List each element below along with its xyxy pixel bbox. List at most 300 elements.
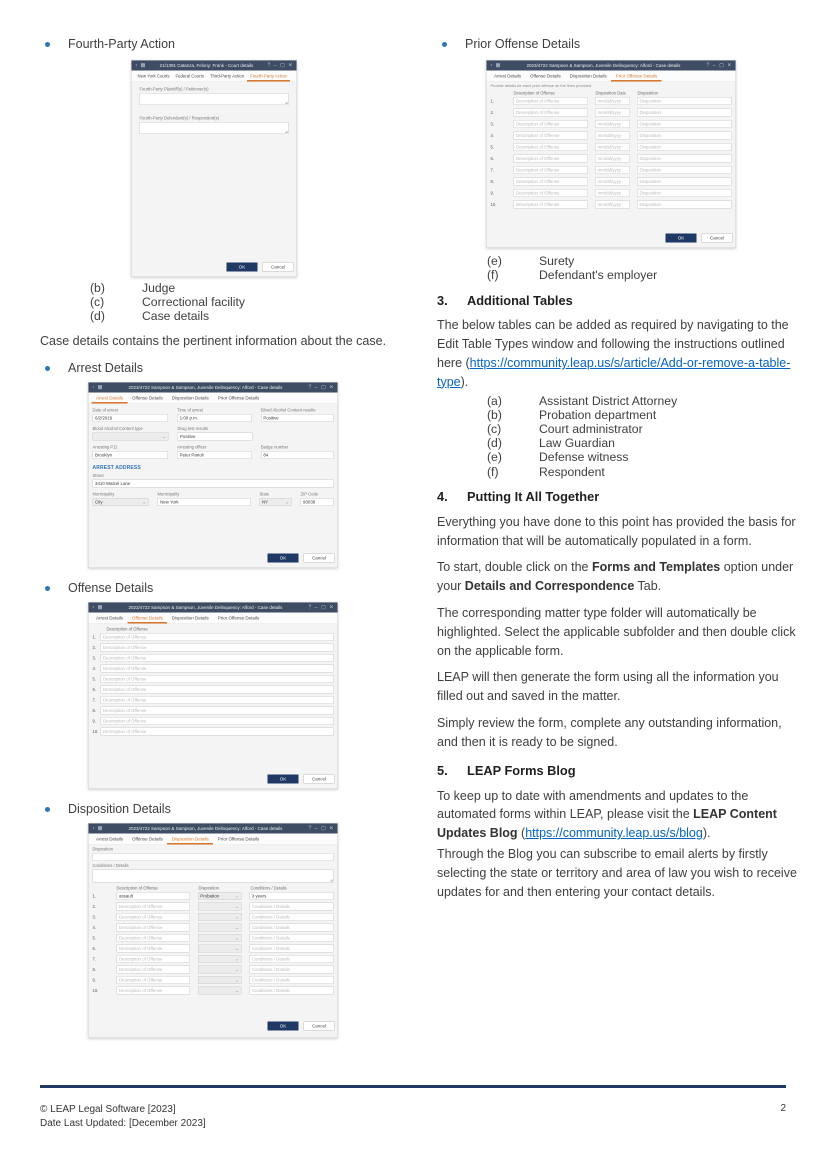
disposition-row xyxy=(93,955,334,963)
ok-button[interactable]: OK xyxy=(268,1022,299,1031)
lettered-list xyxy=(437,394,803,479)
municipality-input[interactable]: New York xyxy=(158,498,251,506)
tab-disposition-details[interactable]: Disposition Details xyxy=(171,395,209,401)
field-label: State xyxy=(259,491,270,497)
list-item-text: Judge xyxy=(142,281,176,295)
prior-offense-row xyxy=(491,155,732,163)
tab-arrest-details[interactable]: Arrest Details xyxy=(96,615,124,621)
bullet-label: Arrest Details xyxy=(68,361,144,376)
offense-description-input[interactable]: Description of Offense xyxy=(117,955,190,963)
row-number: 1. xyxy=(92,893,96,899)
tab-prior-offense-details[interactable]: Prior Offense Details xyxy=(217,615,260,621)
disposition-select[interactable] xyxy=(198,913,242,921)
tab-disposition-details[interactable]: Disposition Details xyxy=(569,73,607,79)
tab-offense-details[interactable]: Offense Details xyxy=(530,73,561,79)
offense-description-input[interactable]: Description of Offense xyxy=(117,966,190,974)
conditions-input[interactable]: Conditions / Details xyxy=(249,903,333,911)
instruction-text: Provide details for each prior offense on the lines provided xyxy=(490,83,591,88)
prior-offense-row xyxy=(491,109,732,117)
list-item xyxy=(40,309,428,323)
field-label: ZIP Code xyxy=(300,491,319,497)
disposition-row xyxy=(93,966,334,974)
tab-offense-details[interactable]: Offense Details xyxy=(132,836,163,842)
disposition-row xyxy=(93,976,334,984)
offense-row xyxy=(93,728,334,736)
field-label: Conditions / Details xyxy=(92,863,129,869)
list-marker: (a) xyxy=(487,393,502,408)
disposition-input[interactable]: Disposition xyxy=(637,132,732,140)
field-label: Date of arrest xyxy=(92,407,118,413)
tab-prior-offense-details[interactable]: Prior Offense Details xyxy=(611,71,661,82)
fourth-party-defendants-textarea[interactable] xyxy=(140,122,289,134)
list-marker: (e) xyxy=(487,450,502,465)
resize-grip-icon[interactable] xyxy=(285,102,288,105)
offense-description-input[interactable]: Description of Offense xyxy=(514,155,589,163)
resize-grip-icon[interactable] xyxy=(330,879,333,882)
row-number: 10. xyxy=(92,729,99,735)
disposition-row xyxy=(93,892,334,900)
tab-third-party-action[interactable]: Third-Party Action xyxy=(209,73,245,79)
disposition-date-input[interactable]: mm/dd/yyyy xyxy=(595,201,630,209)
disposition-date-input[interactable]: mm/dd/yyyy xyxy=(595,97,630,105)
dialog-titlebar xyxy=(487,61,736,71)
lettered-list xyxy=(437,254,803,282)
offense-description-input[interactable]: Description of Offense xyxy=(101,644,334,652)
disposition-input[interactable]: Disposition xyxy=(637,97,732,105)
column-header: Disposition xyxy=(637,90,658,96)
dialog-body xyxy=(89,624,338,789)
heading-title: Additional Tables xyxy=(467,293,573,309)
footer-rule xyxy=(40,1085,786,1088)
list-item xyxy=(40,295,428,309)
back-icon[interactable]: ‹ xyxy=(92,384,95,391)
row-number: 4. xyxy=(490,133,494,138)
offense-description-input[interactable]: Description of Offense xyxy=(514,166,589,174)
offense-rows xyxy=(93,633,334,736)
offense-description-input[interactable]: Description of Offense xyxy=(117,924,190,932)
chevron-down-icon: ⌄ xyxy=(235,988,239,994)
disposition-row xyxy=(93,987,334,995)
left-column xyxy=(40,36,428,1038)
court-details-dialog xyxy=(131,60,297,277)
dialog-tabs xyxy=(132,71,297,83)
list-marker: (c) xyxy=(90,295,105,310)
dialog-titlebar xyxy=(89,383,338,393)
tab-offense-details[interactable]: Offense Details xyxy=(132,395,163,401)
arrest-address-heading: ARREST ADDRESS xyxy=(92,465,141,471)
bullet-item-offense-details xyxy=(40,580,428,596)
tab-arrest-details[interactable]: Arrest Details xyxy=(494,73,522,79)
offense-description-input[interactable]: Description of Offense xyxy=(514,132,589,140)
grid-icon[interactable]: ▦ xyxy=(495,62,501,68)
help-icon[interactable]: ? xyxy=(267,62,271,68)
tab-disposition-details[interactable]: Disposition Details xyxy=(167,834,213,845)
chevron-down-icon: ⌄ xyxy=(142,499,146,505)
field-label: Fourth-Party Defendant(s) / Respondent(s) xyxy=(139,115,220,121)
disposition-date-input[interactable]: mm/dd/yyyy xyxy=(595,120,630,128)
paragraph-text: ( xyxy=(517,826,526,841)
help-icon[interactable]: ? xyxy=(706,62,710,68)
prior-offense-row xyxy=(491,178,732,186)
row-number: 3. xyxy=(92,914,96,920)
tab-new-york-courts[interactable]: New York Courts xyxy=(137,73,170,79)
ok-button[interactable]: OK xyxy=(268,775,299,784)
offense-description-input[interactable]: Description of Offense xyxy=(101,633,334,641)
row-number: 6. xyxy=(490,156,494,161)
row-number: 2. xyxy=(92,904,96,910)
list-marker: (b) xyxy=(90,281,105,295)
offense-description-input[interactable]: Description of Offense xyxy=(514,143,589,151)
tab-federal-courts[interactable]: Federal Courts xyxy=(175,73,204,79)
chevron-down-icon: ⌄ xyxy=(235,956,239,962)
offense-description-input[interactable]: Description of Offense xyxy=(101,696,334,704)
disposition-input[interactable]: Disposition xyxy=(637,143,732,151)
cancel-button[interactable]: Cancel xyxy=(304,1022,335,1031)
offense-description-input[interactable]: Description of Offense xyxy=(514,178,589,186)
bullet-icon xyxy=(45,807,50,812)
disposition-input[interactable]: Disposition xyxy=(637,109,732,117)
offense-description-input[interactable]: Description of Offense xyxy=(514,120,589,128)
court-details-screenshot xyxy=(131,60,297,277)
help-icon[interactable]: ? xyxy=(308,604,312,611)
ok-button[interactable]: OK xyxy=(227,263,258,272)
bullet-item-prior-offense-details xyxy=(437,36,803,52)
offense-row xyxy=(93,644,334,652)
grid-icon[interactable]: ▦ xyxy=(140,62,146,68)
disposition-select[interactable] xyxy=(198,924,242,932)
offense-description-input[interactable]: Description of Offense xyxy=(117,934,190,942)
disposition-select[interactable] xyxy=(198,987,242,995)
offense-description-input[interactable]: Description of Offense xyxy=(117,913,190,921)
close-icon[interactable]: ✕ xyxy=(329,825,334,832)
list-item-text: Respondent xyxy=(539,464,605,479)
conditions-input[interactable]: Conditions / Details xyxy=(249,945,333,953)
section-heading-leap-forms-blog xyxy=(437,762,803,780)
disposition-select[interactable] xyxy=(198,976,242,984)
date-of-arrest-input[interactable]: 6/2/2019 xyxy=(93,414,169,422)
dialog-title: 2023/4722 Sampson & Sampson, Juvenile Delinquency: Alford - Case details xyxy=(526,63,681,68)
disposition-input[interactable] xyxy=(93,853,334,861)
paragraph-text: To start, double click on the xyxy=(437,560,592,575)
grid-icon[interactable]: ▦ xyxy=(97,604,103,611)
prior-offense-details-dialog xyxy=(486,60,736,248)
offense-description-input[interactable]: Description of Offense xyxy=(101,654,334,662)
ok-button[interactable]: OK xyxy=(666,234,697,243)
arresting-pd-input[interactable]: Brooklyn xyxy=(93,451,169,459)
maximize-icon[interactable]: ▢ xyxy=(321,825,326,832)
offense-description-input[interactable]: Description of Offense xyxy=(101,728,334,736)
heading-number: 3. xyxy=(437,293,448,309)
field-label: Badge number xyxy=(260,444,289,450)
paragraph-text: ). xyxy=(460,374,469,389)
disposition-select[interactable] xyxy=(198,903,242,911)
field-label: Municipality xyxy=(157,491,180,497)
chevron-down-icon: ⌄ xyxy=(235,914,239,920)
list-item xyxy=(437,408,803,422)
list-item-text: Correctional facility xyxy=(142,295,245,310)
field-label: Blood Alcohol Content results xyxy=(260,407,316,413)
tab-arrest-details[interactable]: Arrest Details xyxy=(92,393,128,404)
offense-row xyxy=(93,686,334,694)
disposition-input[interactable]: Disposition xyxy=(637,178,732,186)
offense-description-input[interactable]: Description of Offense xyxy=(514,97,589,105)
offense-description-input[interactable]: Description of Offense xyxy=(514,109,589,117)
maximize-icon[interactable]: ▢ xyxy=(321,604,326,611)
chevron-down-icon: ⌄ xyxy=(235,893,239,899)
list-marker: (f) xyxy=(487,464,499,479)
field-label: Municipality xyxy=(92,491,115,497)
conditions-input[interactable]: 3 years xyxy=(249,892,333,900)
chevron-down-icon: ⌄ xyxy=(235,935,239,941)
back-icon[interactable]: ‹ xyxy=(135,62,138,68)
minimize-icon[interactable]: – xyxy=(712,62,716,68)
offense-description-input[interactable]: Description of Offense xyxy=(514,189,589,197)
row-number: 3. xyxy=(490,121,494,127)
tab-prior-offense-details[interactable]: Prior Offense Details xyxy=(217,395,260,401)
tab-disposition-details[interactable]: Disposition Details xyxy=(171,615,209,621)
list-item xyxy=(437,268,803,282)
conditions-input[interactable]: Conditions / Details xyxy=(249,913,333,921)
bullet-label: Offense Details xyxy=(68,581,154,596)
paragraph-text: The below tables can be added as required by navigating to the Edit Table Types window and following the instructions outlined here ( xyxy=(437,318,789,370)
fourth-party-plaintiffs-textarea[interactable] xyxy=(140,93,289,105)
paragraph xyxy=(437,787,803,843)
row-number: 7. xyxy=(92,956,96,962)
disposition-input[interactable]: Disposition xyxy=(637,201,732,209)
row-number: 5. xyxy=(92,935,96,941)
tab-arrest-details[interactable]: Arrest Details xyxy=(96,836,124,842)
grid-icon[interactable]: ▦ xyxy=(97,825,103,832)
disposition-details-dialog xyxy=(88,823,338,1038)
offense-description-input[interactable]: Description of Offense xyxy=(101,707,334,715)
bullet-icon xyxy=(442,42,447,47)
prior-offense-row xyxy=(491,97,732,105)
bullet-item-fourth-party-action xyxy=(40,36,428,52)
dialog-tabs xyxy=(487,71,736,83)
drug-test-results-input[interactable]: Positive xyxy=(178,433,253,441)
prior-offense-details-screenshot xyxy=(486,60,736,248)
row-number: 10. xyxy=(92,988,99,994)
zip-code-input[interactable]: 90038 xyxy=(301,498,334,506)
disposition-select[interactable] xyxy=(198,955,242,963)
help-icon[interactable]: ? xyxy=(308,825,312,832)
copyright-text: © LEAP Legal Software [2023] xyxy=(40,1104,176,1115)
field-label: Arresting officer xyxy=(177,444,207,450)
field-label: Time of arrest xyxy=(177,407,203,413)
conditions-input[interactable]: Conditions / Details xyxy=(249,934,333,942)
bullet-item-arrest-details xyxy=(40,360,428,376)
minimize-icon[interactable]: – xyxy=(273,62,277,68)
help-icon[interactable]: ? xyxy=(308,384,312,391)
offense-row xyxy=(93,654,334,662)
row-number: 1. xyxy=(92,634,96,640)
disposition-select[interactable] xyxy=(198,966,242,974)
maximize-icon[interactable]: ▢ xyxy=(280,62,285,68)
offense-description-input[interactable]: Description of Offense xyxy=(117,945,190,953)
field-label: Street xyxy=(92,473,104,479)
disposition-date-input[interactable]: mm/dd/yyyy xyxy=(595,178,630,186)
tab-offense-details[interactable]: Offense Details xyxy=(128,613,168,624)
heading-number: 5. xyxy=(437,762,448,778)
chevron-down-icon: ⌄ xyxy=(235,967,239,973)
list-marker: (d) xyxy=(487,436,502,451)
back-icon[interactable]: ‹ xyxy=(490,62,493,68)
offense-description-input[interactable]: Description of Offense xyxy=(101,665,334,673)
paragraph xyxy=(437,558,803,596)
back-icon[interactable]: ‹ xyxy=(92,604,95,611)
tab-fourth-party-action[interactable]: Fourth-Party Action xyxy=(247,71,290,82)
chevron-down-icon: ⌄ xyxy=(162,434,166,440)
offense-description-input[interactable]: Description of Offense xyxy=(514,201,589,209)
offense-row xyxy=(93,675,334,683)
paragraph-text: To keep up to date with amendments and updates to the automated forms within LEAP, please visit the xyxy=(437,788,749,822)
lettered-list xyxy=(40,281,428,324)
conditions-details-textarea[interactable] xyxy=(93,870,334,883)
leap-blog-link[interactable]: https://community.leap.us/s/blog xyxy=(525,826,703,841)
conditions-input[interactable]: Conditions / Details xyxy=(249,924,333,932)
disposition-date-input[interactable]: mm/dd/yyyy xyxy=(595,109,630,117)
cancel-button[interactable]: Cancel xyxy=(304,775,335,784)
bold-text: LEAP Content Updates Blog xyxy=(437,807,777,841)
offense-description-input[interactable]: Description of Offense xyxy=(101,675,334,683)
disposition-row xyxy=(93,924,334,932)
list-marker: (d) xyxy=(90,309,105,324)
disposition-input[interactable]: Disposition xyxy=(637,189,732,197)
disposition-input[interactable]: Disposition xyxy=(637,155,732,163)
offense-description-input[interactable]: Description of Offense xyxy=(101,686,334,694)
offense-row xyxy=(93,696,334,704)
disposition-date-input[interactable]: mm/dd/yyyy xyxy=(595,189,630,197)
list-marker: (e) xyxy=(487,254,502,268)
column-header: Description of Offense xyxy=(106,626,148,632)
minimize-icon[interactable]: – xyxy=(314,604,318,611)
offense-description-input[interactable]: assault xyxy=(117,892,190,900)
prior-offense-row xyxy=(491,166,732,174)
row-number: 6. xyxy=(92,687,96,693)
row-number: 8. xyxy=(490,179,494,184)
list-item xyxy=(437,394,803,408)
heading-number: 4. xyxy=(437,488,448,504)
minimize-icon[interactable]: – xyxy=(314,825,318,832)
bullet-icon xyxy=(45,586,50,591)
bold-text: Details and Correspondence xyxy=(464,579,635,594)
disposition-date-input[interactable]: mm/dd/yyyy xyxy=(595,132,630,140)
disposition-row xyxy=(93,913,334,921)
row-number: 7. xyxy=(490,167,494,173)
column-header: Conditions / Details xyxy=(250,885,287,891)
column-header: Disposition xyxy=(198,885,219,891)
list-item xyxy=(40,281,428,295)
cancel-button[interactable]: Cancel xyxy=(263,263,294,272)
disposition-date-input[interactable]: mm/dd/yyyy xyxy=(595,143,630,151)
chevron-down-icon: ⌄ xyxy=(285,499,289,505)
list-marker: (c) xyxy=(487,422,502,436)
page-number: 2 xyxy=(780,1103,786,1114)
close-icon[interactable]: ✕ xyxy=(727,62,732,68)
offense-row xyxy=(93,707,334,715)
bac-results-input[interactable]: Positive xyxy=(261,414,334,422)
disposition-input[interactable]: Disposition xyxy=(637,166,732,174)
field-label: Drug test results xyxy=(177,426,208,432)
cancel-button[interactable]: Cancel xyxy=(702,234,733,243)
close-icon[interactable]: ✕ xyxy=(288,62,293,68)
maximize-icon[interactable]: ▢ xyxy=(321,384,326,391)
disposition-select[interactable]: Probation ⌄ xyxy=(198,892,242,900)
field-label: Blood Alcohol Content type xyxy=(92,426,143,432)
grid-icon[interactable]: ▦ xyxy=(97,384,103,391)
disposition-rows xyxy=(93,903,334,995)
add-remove-table-type-link[interactable]: https://community.leap.us/s/article/Add-or-remove-a-table-type xyxy=(437,356,791,389)
disposition-date-input[interactable]: mm/dd/yyyy xyxy=(595,155,630,163)
offense-description-input[interactable]: Description of Offense xyxy=(117,903,190,911)
disposition-date-input[interactable]: mm/dd/yyyy xyxy=(595,166,630,174)
offense-description-input[interactable]: Description of Offense xyxy=(117,987,190,995)
minimize-icon[interactable]: – xyxy=(314,384,318,391)
paragraph: Everything you have done to this point has provided the basis for information that will be automatically populated in a form. xyxy=(437,514,796,548)
prior-offense-row xyxy=(491,120,732,128)
close-icon[interactable]: ✕ xyxy=(329,604,334,611)
dialog-titlebar xyxy=(89,824,338,834)
disposition-row xyxy=(93,903,334,911)
row-number: 8. xyxy=(92,708,96,714)
conditions-input[interactable]: Conditions / Details xyxy=(249,987,333,995)
disposition-select[interactable] xyxy=(198,945,242,953)
resize-grip-icon[interactable] xyxy=(285,131,288,134)
offense-details-dialog xyxy=(88,602,338,789)
dialog-body xyxy=(132,82,297,277)
disposition-details-screenshot xyxy=(88,823,338,1038)
offense-description-input[interactable]: Description of Offense xyxy=(101,717,334,725)
row-number: 9. xyxy=(490,190,494,196)
bold-text: Forms and Templates xyxy=(591,560,721,575)
street-input[interactable]: 3410 Watzel Lane xyxy=(93,480,334,488)
row-number: 2. xyxy=(92,645,96,651)
bullet-icon xyxy=(45,42,50,47)
ok-button[interactable]: OK xyxy=(268,554,299,563)
list-item xyxy=(437,422,803,436)
back-icon[interactable]: ‹ xyxy=(92,825,95,832)
row-number: 10. xyxy=(490,202,497,207)
row-number: 5. xyxy=(92,676,96,682)
chevron-down-icon: ⌄ xyxy=(235,904,239,910)
offense-description-input[interactable]: Description of Offense xyxy=(117,976,190,984)
disposition-input[interactable]: Disposition xyxy=(637,120,732,128)
prior-offense-rows xyxy=(491,97,732,209)
row-number: 4. xyxy=(92,666,96,672)
arrest-details-screenshot xyxy=(88,382,338,568)
municipality-type-select[interactable]: City ⌄ xyxy=(93,498,149,506)
time-of-arrest-input[interactable]: 1:00 p.m. xyxy=(177,414,252,422)
offense-details-screenshot xyxy=(88,602,338,789)
conditions-input[interactable]: Conditions / Details xyxy=(249,955,333,963)
arresting-officer-input[interactable]: Peter Parioli xyxy=(177,451,252,459)
bullet-item-disposition-details xyxy=(40,801,428,817)
row-number: 4. xyxy=(92,925,96,931)
state-select[interactable]: NY ⌄ xyxy=(260,498,292,506)
row-number: 1. xyxy=(490,98,494,104)
close-icon[interactable]: ✕ xyxy=(329,384,334,391)
badge-number-input[interactable]: 84 xyxy=(261,451,334,459)
conditions-input[interactable]: Conditions / Details xyxy=(249,976,333,984)
list-item xyxy=(437,465,803,479)
maximize-icon[interactable]: ▢ xyxy=(719,62,724,68)
tab-prior-offense-details[interactable]: Prior Offense Details xyxy=(217,836,260,842)
disposition-select[interactable] xyxy=(198,934,242,942)
prior-offense-row xyxy=(491,143,732,151)
cancel-button[interactable]: Cancel xyxy=(304,554,335,563)
conditions-input[interactable]: Conditions / Details xyxy=(249,966,333,974)
bullet-label: Fourth-Party Action xyxy=(68,37,175,51)
